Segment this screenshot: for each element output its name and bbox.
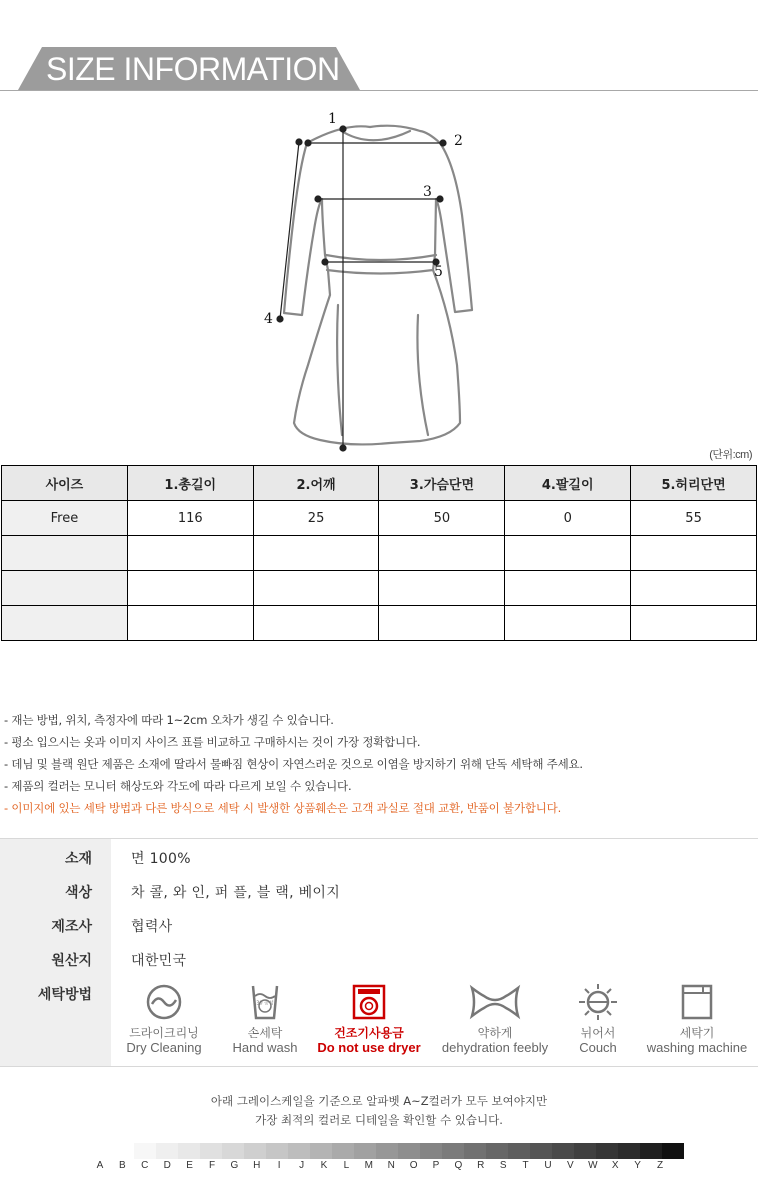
grayscale-letter: X [611, 1160, 619, 1171]
wash-hand-wash [222, 982, 308, 1062]
grayscale-letter: A [96, 1160, 104, 1171]
grayscale-swatch [398, 1143, 420, 1159]
notice-item: - 데님 및 블랙 원단 제품은 소재에 딸라서 물빠짐 현상이 자연스러운 것으로 이염을 방지하기 위해 단독 세탁해 주세요. [4, 757, 583, 771]
cell-sleeve: 0 [505, 501, 631, 536]
marker-1: 1 [328, 111, 337, 127]
cell-chest: 50 [379, 501, 505, 536]
cell-sleeve [505, 606, 631, 641]
wash-dry-cleaning [118, 982, 210, 1062]
grayscale-letter: U [544, 1160, 552, 1171]
wash-no-dryer-en: Do not use dryer [317, 1040, 421, 1055]
grayscale-letter: L [343, 1160, 350, 1171]
grayscale-swatch [288, 1143, 310, 1159]
grayscale-swatch [552, 1143, 574, 1159]
grayscale-letter: W [588, 1160, 598, 1171]
washing-machine-icon [677, 982, 717, 1022]
grayscale-letter: B [119, 1160, 126, 1171]
header-waist: 5.허리단면 [631, 466, 757, 501]
cell-waist [631, 606, 757, 641]
grayscale-swatch [530, 1143, 552, 1159]
cell-size [2, 606, 128, 641]
wring-gently-icon [468, 982, 522, 1022]
info-divider-bottom [0, 1066, 758, 1067]
grayscale-swatch [508, 1143, 530, 1159]
dress-measurement-diagram [250, 105, 490, 455]
maker-value: 협력사 [131, 919, 173, 935]
grayscale-swatch [442, 1143, 464, 1159]
header-shoulder: 2.어깨 [253, 466, 379, 501]
wash-dry-flat [566, 982, 630, 1062]
hand-wash-icon [245, 982, 285, 1022]
table-row [2, 536, 757, 571]
grayscale-letter: M [364, 1160, 373, 1171]
grayscale-letter: E [186, 1160, 193, 1171]
dress-outline [284, 126, 472, 445]
grayscale-letter: K [320, 1160, 328, 1171]
wash-wring-gently-ko: 약하게 [477, 1026, 513, 1040]
origin-value: 대한민국 [131, 953, 187, 969]
grayscale-notice-line-2: 가장 최적의 컬러로 디테일을 확인할 수 있습니다. [255, 1113, 503, 1127]
notice-item: - 제품의 컬러는 모니터 해상도와 각도에 따라 다르게 보일 수 있습니다. [4, 779, 352, 793]
grayscale-letter: Q [454, 1160, 463, 1171]
grayscale-letter: T [522, 1160, 529, 1171]
cell-chest [379, 571, 505, 606]
grayscale-letter: I [277, 1160, 281, 1171]
size-table-header-row [2, 466, 757, 501]
grayscale-letter: P [432, 1160, 440, 1171]
grayscale-letter: F [208, 1160, 216, 1171]
size-table [1, 465, 757, 641]
color-value: 차 콜, 와 인, 퍼 플, 블 랙, 베이지 [131, 885, 341, 901]
wash-dry-flat-en: Couch [579, 1040, 617, 1055]
grayscale-swatch [574, 1143, 596, 1159]
grayscale-letter: H [253, 1160, 261, 1171]
wash-hand-wash-en: Hand wash [232, 1040, 298, 1055]
wash-machine-ko: 세탁기 [679, 1026, 715, 1040]
grayscale-swatch [244, 1143, 266, 1159]
grayscale-swatch [266, 1143, 288, 1159]
cell-size [2, 536, 128, 571]
cell-total-length [127, 571, 253, 606]
grayscale-letter: R [477, 1160, 485, 1171]
marker-2: 2 [454, 133, 463, 149]
color-label: 색상 [64, 885, 92, 901]
size-info-header [0, 0, 758, 100]
grayscale-swatch [112, 1143, 134, 1159]
wash-machine [638, 982, 756, 1062]
cell-waist [631, 536, 757, 571]
grayscale-letter: Y [634, 1160, 641, 1171]
grayscale-swatch [134, 1143, 156, 1159]
marker-5: 5 [434, 264, 443, 280]
cell-shoulder [253, 606, 379, 641]
grayscale-swatch [376, 1143, 398, 1159]
dry-flat-icon [576, 982, 620, 1022]
origin-label: 원산지 [51, 953, 92, 969]
notice-item: - 평소 입으시는 옷과 이미지 사이즈 표를 비교하고 구매하시는 것이 가장 정확합니다. [4, 735, 421, 749]
cell-total-length [127, 536, 253, 571]
cell-chest [379, 606, 505, 641]
grayscale-swatch [156, 1143, 178, 1159]
material-label: 소재 [64, 851, 92, 867]
cell-waist: 55 [631, 501, 757, 536]
cell-shoulder [253, 536, 379, 571]
grayscale-letter: V [567, 1160, 574, 1171]
wash-hand-wash-ko: 손세탁 [247, 1026, 283, 1040]
cell-size [2, 571, 128, 606]
grayscale-letter: C [141, 1160, 149, 1171]
grayscale-letter: S [499, 1160, 507, 1171]
cell-waist [631, 571, 757, 606]
grayscale-swatch [420, 1143, 442, 1159]
table-row [2, 571, 757, 606]
cell-sleeve [505, 536, 631, 571]
info-divider-top [0, 838, 758, 839]
wash-dry-cleaning-en: Dry Cleaning [126, 1040, 202, 1055]
wash-no-dryer [316, 982, 422, 1062]
material-value: 면 100% [131, 851, 191, 867]
header-size: 사이즈 [2, 466, 128, 501]
grayscale-letter: G [230, 1160, 239, 1171]
grayscale-letter: O [409, 1160, 418, 1171]
grayscale-notice-line-1: 아래 그레이스케일을 기준으로 알파벳 A~Z컬러가 모두 보여야지만 [210, 1094, 548, 1108]
grayscale-bar [112, 1143, 684, 1159]
grayscale-swatch [178, 1143, 200, 1159]
grayscale-swatch [332, 1143, 354, 1159]
no-dryer-icon [349, 982, 389, 1022]
wash-label: 세탁방법 [37, 987, 92, 1003]
cell-chest [379, 536, 505, 571]
grayscale-swatch [200, 1143, 222, 1159]
cell-shoulder: 25 [253, 501, 379, 536]
grayscale-swatch [486, 1143, 508, 1159]
grayscale-letter: Z [656, 1160, 664, 1171]
grayscale-swatch [310, 1143, 332, 1159]
wash-dry-flat-ko: 뉘어서 [580, 1026, 616, 1040]
unit-label: (단위:cm) [709, 449, 752, 461]
marker-3: 3 [423, 184, 432, 200]
cell-total-length: 116 [127, 501, 253, 536]
grayscale-swatch [662, 1143, 684, 1159]
header-sleeve: 4.팔길이 [505, 466, 631, 501]
wash-no-dryer-ko: 건조기사용금 [334, 1026, 404, 1040]
grayscale-notice [0, 1092, 758, 1130]
wash-dry-cleaning-ko: 드라이크리닝 [129, 1026, 199, 1040]
grayscale-swatch [222, 1143, 244, 1159]
notice-item: - 재는 방법, 위치, 측정자에 따라 1~2cm 오차가 생길 수 있습니다. [4, 713, 334, 727]
grayscale-swatch [596, 1143, 618, 1159]
header-divider [0, 90, 758, 91]
cell-sleeve [505, 571, 631, 606]
dress-neckline [340, 130, 410, 140]
notice-warning: - 이미지에 있는 세탁 방법과 다른 방식으로 세탁 시 발생한 상품훼손은 고객 과실로 절대 교환, 반품이 불가합니다. [4, 801, 562, 815]
notice-list [4, 709, 754, 819]
marker-4: 4 [264, 311, 273, 327]
dry-cleaning-icon [144, 982, 184, 1022]
wash-wring-gently-en: dehydration feebly [441, 1040, 549, 1055]
grayscale-letter: J [299, 1160, 305, 1171]
table-row [2, 501, 757, 536]
wash-machine-en: washing machine [646, 1040, 748, 1055]
header-total-length: 1.총길이 [127, 466, 253, 501]
grayscale-letter: D [163, 1160, 171, 1171]
grayscale-swatch [464, 1143, 486, 1159]
cell-shoulder [253, 571, 379, 606]
page-title: SIZE INFORMATION [46, 51, 340, 87]
wash-wring-gently [432, 982, 558, 1062]
grayscale-swatch [354, 1143, 376, 1159]
cell-total-length [127, 606, 253, 641]
tub-temp: 30 중성 [256, 1000, 274, 1007]
table-row [2, 606, 757, 641]
maker-label: 제조사 [51, 919, 92, 935]
grayscale-letter: N [387, 1160, 395, 1171]
header-chest: 3.가슴단면 [379, 466, 505, 501]
measure-line-sleeve [280, 142, 299, 319]
grayscale-swatch [618, 1143, 640, 1159]
cell-size: Free [2, 501, 128, 536]
grayscale-swatch [640, 1143, 662, 1159]
